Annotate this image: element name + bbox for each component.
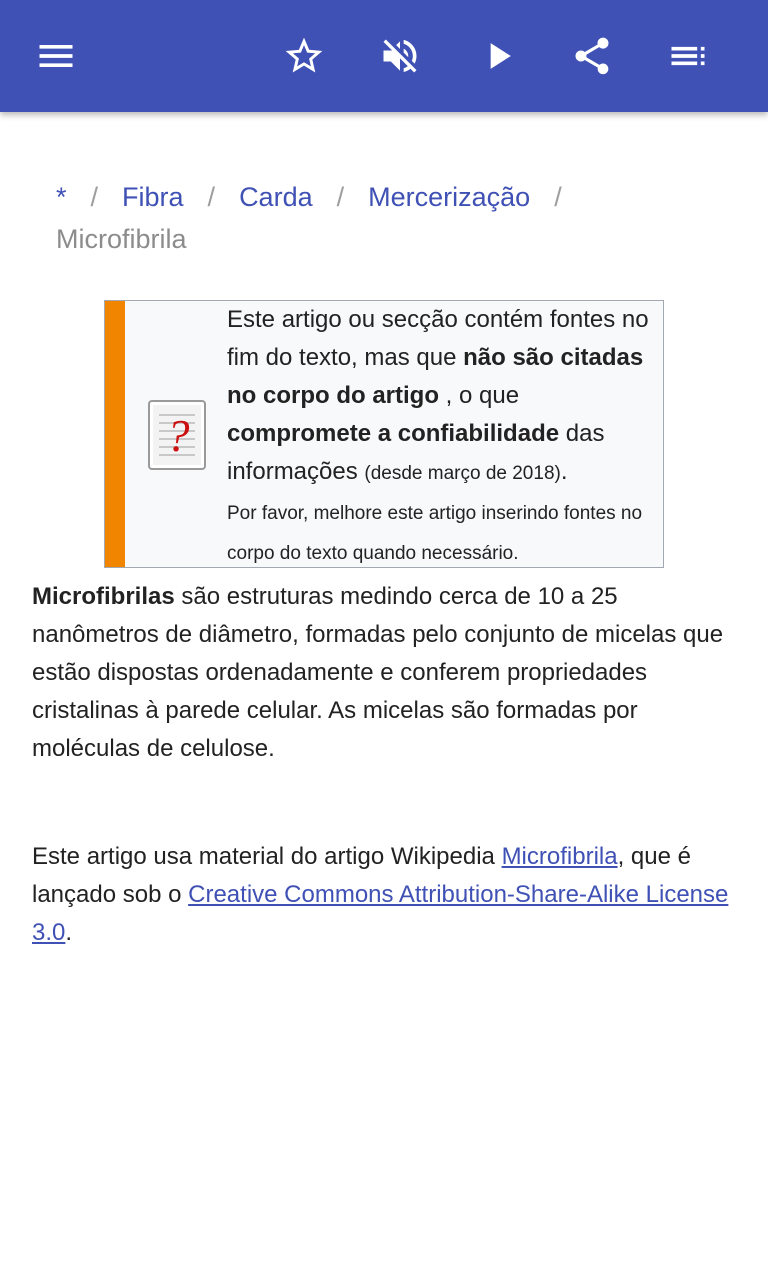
share-button[interactable] bbox=[564, 28, 620, 84]
breadcrumb-item-home[interactable]: * bbox=[56, 182, 67, 212]
wikipedia-article-link[interactable]: Microfibrila bbox=[501, 843, 618, 870]
notice-request: Por favor, melhore este artigo inserindo fontes no corpo do texto quando necessário. bbox=[227, 503, 643, 564]
article-term: Microfibrilas bbox=[32, 583, 175, 610]
breadcrumb-item-carda[interactable]: Carda bbox=[239, 182, 313, 212]
question-document-icon bbox=[147, 399, 207, 471]
breadcrumb-separator: / bbox=[207, 182, 216, 212]
breadcrumb-separator: / bbox=[336, 182, 345, 212]
license-link[interactable]: Creative Commons Attribution-Share-Alike License 3.0 bbox=[32, 881, 729, 946]
footer-middle: , que é lançado sob o bbox=[32, 843, 691, 908]
notice-bold: compromete a confiabilidade bbox=[227, 420, 560, 447]
mute-button[interactable] bbox=[372, 28, 428, 84]
svg-text:?: ? bbox=[166, 410, 190, 461]
notice-accent-bar bbox=[105, 301, 125, 567]
notice-mid: , o que bbox=[438, 382, 520, 409]
list-icon bbox=[666, 34, 710, 78]
notice-line: Este artigo ou secção contém fontes no fim do texto, mas que bbox=[227, 306, 649, 371]
citation-notice-box bbox=[104, 300, 664, 568]
footer-suffix: . bbox=[65, 919, 73, 946]
breadcrumb-item-fibra[interactable]: Fibra bbox=[122, 182, 184, 212]
volume-off-icon bbox=[378, 34, 422, 78]
attribution-footer bbox=[32, 838, 742, 952]
article-text: são estruturas medindo cerca de 10 a 25 nanômetros de diâmetro, formadas pelo conjunto de micelas que estão dispostas ordenadamente e conferem propriedades cristalinas à parede celular. As micelas são formadas por moléculas de celulose. bbox=[32, 583, 724, 762]
notice-tail: das informações bbox=[227, 420, 605, 485]
favorite-button[interactable] bbox=[276, 28, 332, 84]
star-outline-icon bbox=[282, 34, 326, 78]
breadcrumb-item-mercerizacao[interactable]: Mercerização bbox=[368, 182, 531, 212]
breadcrumb-separator: / bbox=[90, 182, 99, 212]
notice-text bbox=[227, 301, 653, 573]
breadcrumb-separator: / bbox=[554, 182, 562, 212]
breadcrumb-current: Microfibrila bbox=[56, 224, 187, 254]
notice-period: . bbox=[560, 458, 568, 485]
article-body bbox=[32, 578, 742, 768]
share-icon bbox=[570, 34, 614, 78]
menu-button[interactable] bbox=[28, 28, 84, 84]
table-of-contents-button[interactable] bbox=[660, 28, 716, 84]
footer-prefix: Este artigo usa material do artigo Wikipedia bbox=[32, 843, 502, 870]
play-button[interactable] bbox=[470, 28, 526, 84]
app-bar bbox=[0, 0, 768, 112]
play-icon bbox=[476, 34, 520, 78]
notice-date: (desde março de 2018) bbox=[364, 463, 561, 484]
notice-bold: não são citadas no corpo do artigo bbox=[227, 344, 644, 409]
menu-icon bbox=[34, 34, 78, 78]
breadcrumb bbox=[56, 176, 716, 260]
